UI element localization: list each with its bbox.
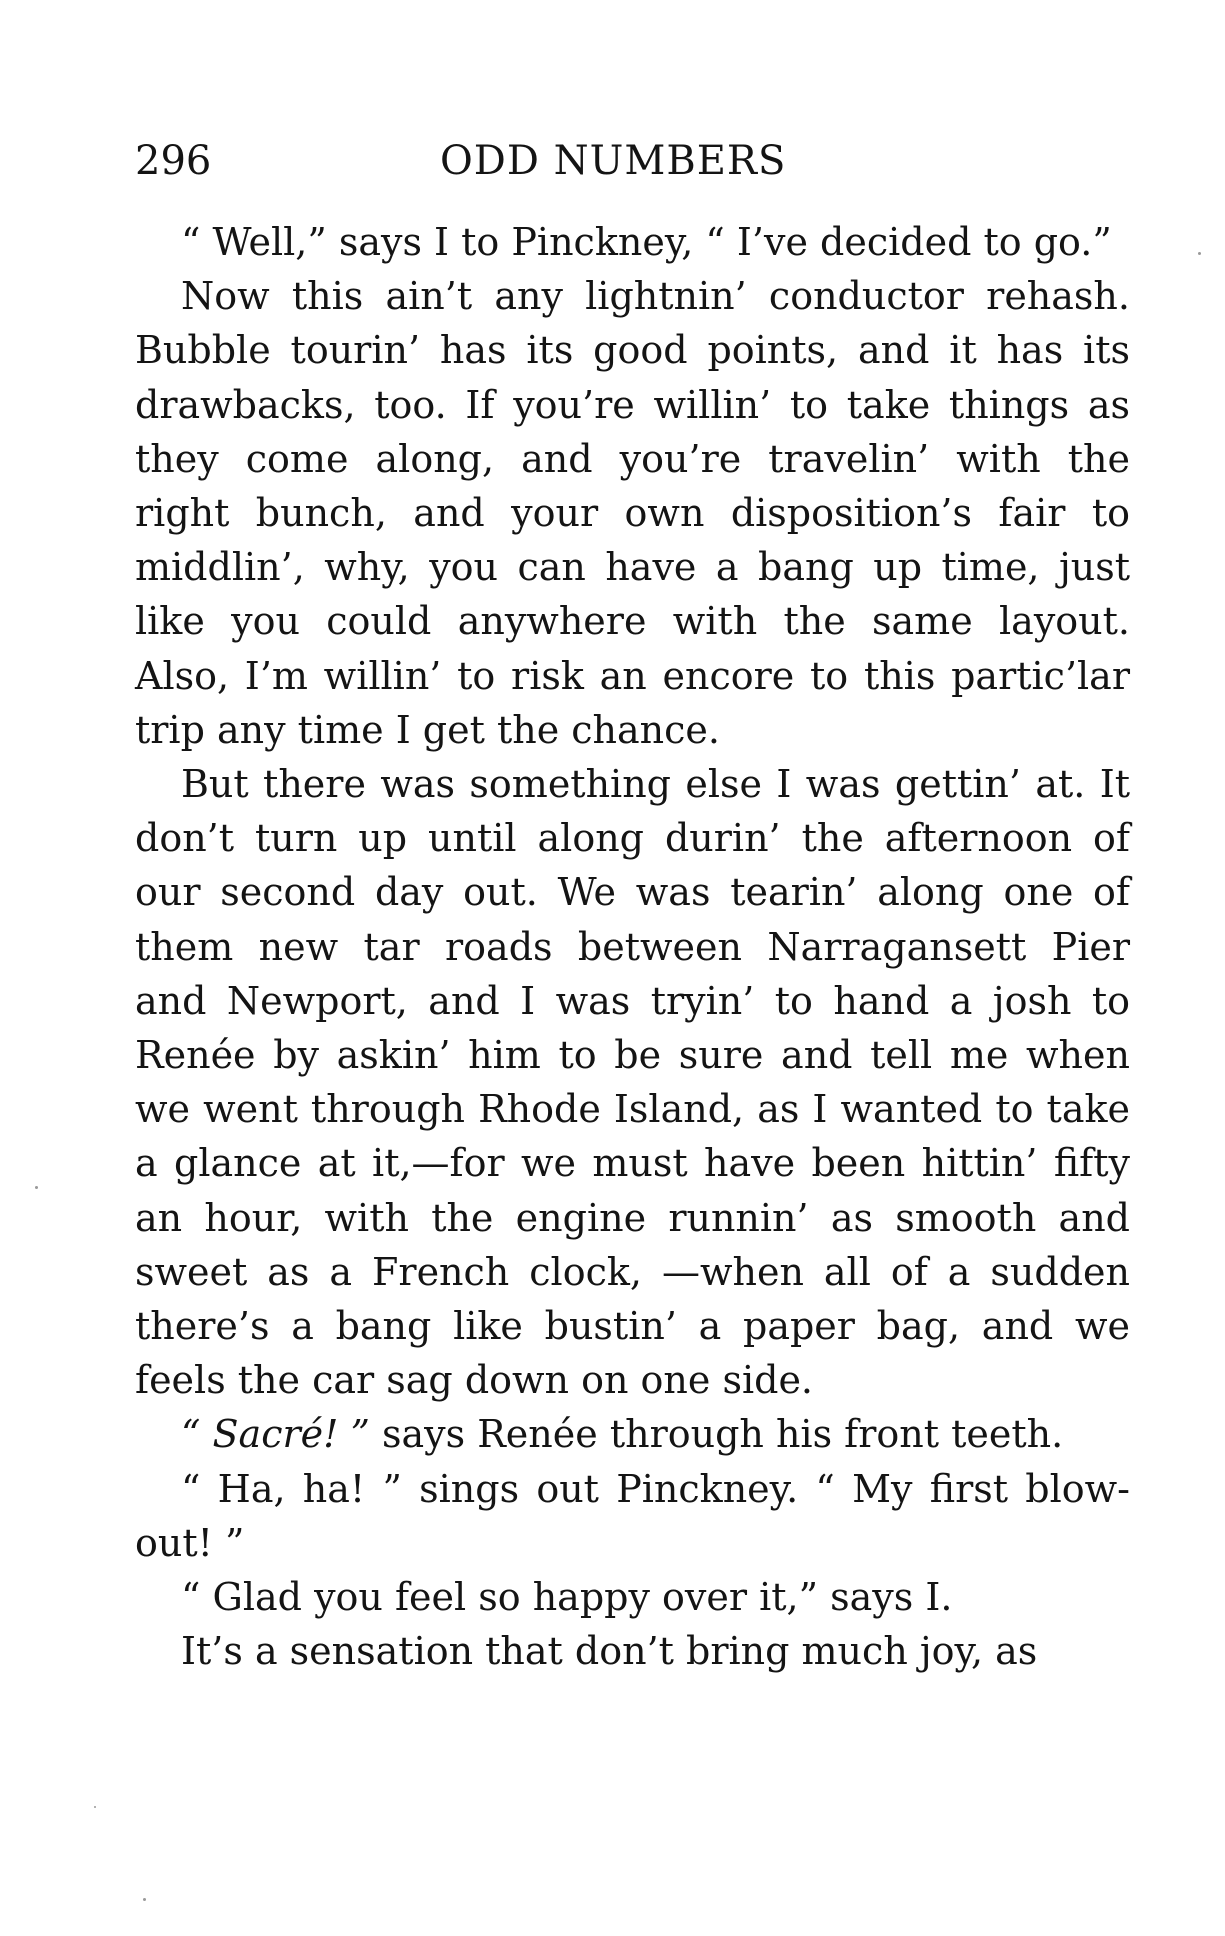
page-number: 296 [135, 138, 212, 184]
paper-speck [94, 1806, 96, 1808]
paragraph-bubble-touring: Now this ain’t any lightnin’ conductor rehash. Bubble tourin’ has its good points, and it has its drawbacks, too. If you’re willin’ to take things as they come along, and you’re travelin’ with the right bunch, and your own disposition’s fair to middlin’, why, you can have a bang up time, just like you could anywhere with the same layout. Also, I’m willin’ to risk an encore to this partic’lar trip any time I get the chance. [135, 274, 1130, 752]
paper-speck [35, 1186, 38, 1189]
paper-speck [1198, 252, 1201, 255]
paragraph-decision: “ Well,” says I to Pinckney, “ I’ve decided to go.” [181, 220, 1112, 264]
paragraph-blowout-story: But there was something else I was gettin’ at. It don’t turn up until along durin’ the afternoon of our second day out. We was tearin’ along one of them new tar roads between Narragansett Pier and Newport, and I was tryin’ to hand a josh to Renée by askin’ him to be sure and tell me when we went through Rhode Island, as I wanted to take a glance at it,—for we must have been hittin’ fifty an hour, with the engine runnin’ as smooth and sweet as a French clock, —when all of a sudden there’s a bang like bustin’ a paper bag, and we feels the car sag down on one side. [135, 762, 1130, 1403]
paragraph-sensation: It’s a sensation that don’t bring much joy, as [181, 1629, 1038, 1674]
paragraph-sacre [135, 1407, 1130, 1461]
running-title: ODD NUMBERS [440, 138, 787, 184]
paragraph-first-blowout: “ Ha, ha! ” sings out Pinckney. “ My first blow-out! ” [135, 1466, 1130, 1565]
paragraph-sacre-text: says Renée through his front teeth. [369, 1412, 1064, 1457]
paper-speck [143, 1898, 146, 1901]
body-text [135, 215, 1130, 1678]
page-header [135, 138, 1135, 198]
paragraph-glad: “ Glad you feel so happy over it,” says I. [181, 1575, 953, 1620]
italic-exclamation: “ Sacré! ” [181, 1412, 370, 1457]
